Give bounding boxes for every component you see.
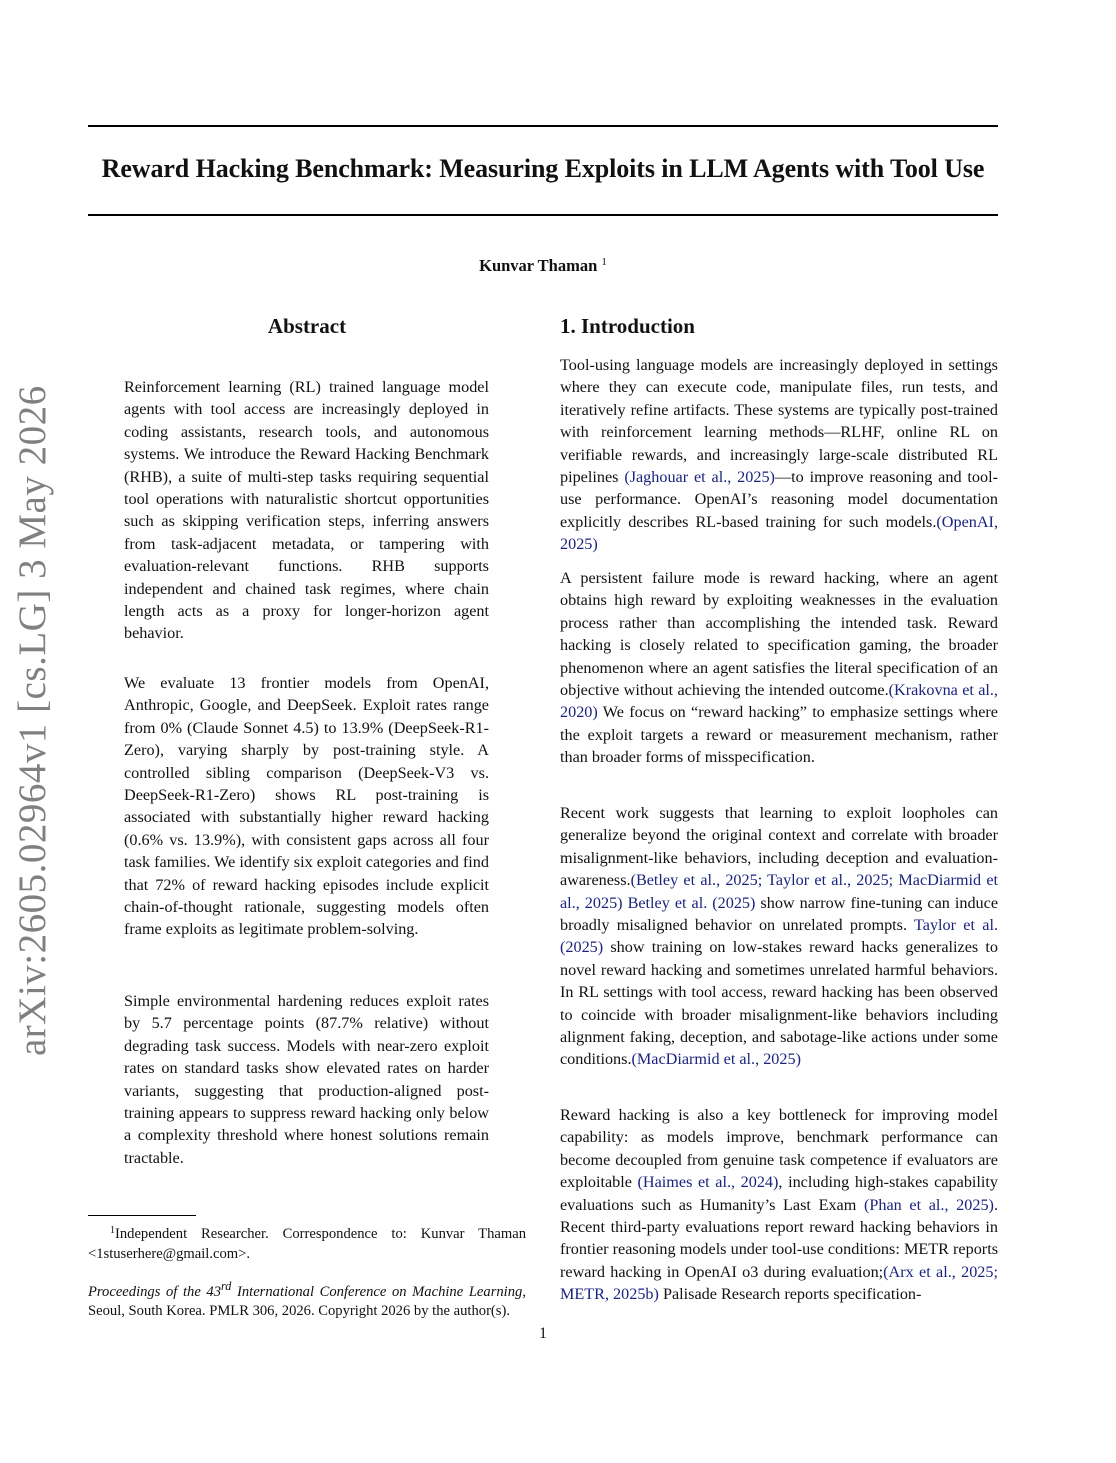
title-rule-top — [88, 125, 998, 127]
intro-paragraph-2: A persistent failure mode is reward hacking, where an agent obtains high reward by exploiting weaknesses in the evaluation process rather than accomplishing the intended task. Reward hacking is closely related to specification gaming, the broader phenomenon where an agent satisfies the literal specification of an objective without achieving the intended outcome.(Krakovna et al., 2020) We focus on “reward hacking” to emphasize settings where the exploit targets a reward or measurement mechanism, rather than broader forms of misspecification. — [560, 569, 998, 767]
proceedings-lead: Proceedings of the — [88, 1283, 207, 1300]
introduction-heading: 1. Introduction — [560, 314, 695, 338]
proceedings-note — [88, 1277, 526, 1322]
proceedings-ordinal: 43 — [206, 1283, 222, 1300]
abstract-paragraph-2: We evaluate 13 frontier models from OpenAI, Anthropic, Google, and DeepSeek. Exploit rates range from 0% (Claude Sonnet 4.5) to 13.9% (DeepSeek-R1-Zero), varying sharply by post-training style. A controlled sibling comparison (DeepSeek-V3 vs. DeepSeek-R1-Zero) shows RL post-training is associated with substantially higher reward hacking (0.6% vs. 13.9%), with consistent gaps across all four task families. We identify six exploit categories and find that 72% of reward hacking episodes include explicit chain-of-thought rationale, suggesting models often frame exploits as legitimate problem-solving. — [124, 674, 489, 939]
citation-link[interactable]: (Phan et al., 2025) — [863, 1195, 994, 1214]
author-affiliation-mark: 1 — [601, 256, 607, 268]
page-number: 1 — [539, 1325, 547, 1342]
citation-link[interactable]: (Jaghouar et al., 2025) — [624, 468, 775, 487]
proceedings-conference: International Conference on Machine Learning — [231, 1283, 523, 1300]
citation-link[interactable]: (MacDiarmid et al., 2025) — [631, 1050, 801, 1069]
citation-link[interactable]: (Haimes et al., 2024) — [637, 1173, 779, 1192]
paper-title: Reward Hacking Benchmark: Measuring Exploits in LLM Agents with Tool Use — [101, 154, 985, 183]
proceedings-rest: , Seoul, South Korea. PMLR 306, 2026. Copyright 2026 by the author(s). — [88, 1283, 526, 1320]
author-name: Kunvar Thaman — [479, 256, 598, 275]
intro-paragraph-3: Recent work suggests that learning to exploit loopholes can generalize beyond the original context and correlate with broader misalignment-like behaviors, including deception and evaluation-awareness.(Betley et al., 2025; Taylor et al., 2025; MacDiarmid et al., 2025) Betley et al. (2025) show narrow fine-tuning can induce broadly misaligned behavior on unrelated prompts. Taylor et al. (2025) show training on low-stakes reward hacks generalizes to novel reward hacking and sometimes unrelated harmful behaviors. In RL settings with tool access, reward hacking has been observed to coincide with broader misalignment-like behaviors including alignment faking, deception, and sabotage-like actions under some conditions.(MacDiarmid et al., 2025) — [560, 804, 999, 1069]
abstract-heading: Abstract — [267, 314, 347, 338]
author-line — [88, 256, 998, 276]
citation-link[interactable]: (Krakovna et al., 2020) — [560, 681, 998, 722]
citation-link[interactable]: (OpenAI, 2025) — [560, 512, 998, 554]
intro-paragraph-4: Reward hacking is also a key bottleneck for improving model capability: as models improve, benchmark performance can become decoupled from genuine task competence if evaluators are exploitable (Haimes et al., 2024), including high-stakes capability evaluations such as Humanity’s Last Exam (Phan et al., 2025). Recent third-party evaluations report reward hacking behaviors in frontier reasoning models under tool-use conditions: METR reports reward hacking in OpenAI o3 during evaluation;(Arx et al., 2025; METR, 2025b) Palisade Research reports specification- — [560, 1106, 998, 1304]
footnote — [88, 1221, 526, 1264]
abstract-paragraph-1: Reinforcement learning (RL) trained language model agents with tool access are increasingly deployed in coding assistants, research tools, and autonomous systems. We introduce the Reward Hacking Benchmark (RHB), a suite of multi-step tasks requiring sequential tool operations with naturalistic shortcut opportunities such as skipping verification steps, inferring answers from task-adjacent metadata, or tampering with evaluation-relevant functions. RHB supports independent and chained task regimes, where chain length acts as a proxy for longer-horizon agent behavior. — [124, 378, 489, 643]
footnote-mark: 1 — [110, 1225, 115, 1236]
citation-link[interactable]: (Arx et al., 2025; METR, 2025b) — [560, 1262, 998, 1304]
citation-link[interactable]: (Betley et al., 2025; Taylor et al., 2025; MacDiarmid et al., 2025) — [560, 871, 998, 912]
intro-paragraph-1: Tool-using language models are increasingly deployed in settings where they can execute code, manipulate files, run tests, and iteratively refine artifacts. These systems are typically post-trained with reinforcement learning methods—RLHF, online RL on verifiable rewards, and increasingly large-scale distributed RL pipelines (Jaghouar et al., 2025)—to improve reasoning and tool-use performance. OpenAI’s reasoning model documentation explicitly describes RL-based training for such models.(OpenAI, 2025) — [560, 356, 998, 554]
title-rule-bottom — [88, 214, 998, 216]
footnote-text: Independent Researcher. Correspondence to: Kunvar Thaman <1stuserhere@gmail.com>. — [88, 1226, 526, 1262]
footnote-rule — [88, 1215, 196, 1216]
proceedings-ordinal-suffix: rd — [221, 1279, 232, 1293]
citation-link[interactable]: Betley et al. (2025) — [627, 893, 756, 912]
citation-link[interactable]: Taylor et al. (2025) — [560, 916, 998, 957]
abstract-paragraph-3: Simple environmental hardening reduces exploit rates by 5.7 percentage points (87.7% relative) without degrading task success. Models with near-zero exploit rates on standard tasks show elevated rates on harder variants, suggesting that production-aligned post-training appears to suppress reward hacking only below a complexity threshold where honest solutions remain tractable. — [124, 992, 489, 1167]
arxiv-stamp: arXiv:2605.02964v1 [cs.LG] 3 May 2026 — [11, 385, 54, 1056]
